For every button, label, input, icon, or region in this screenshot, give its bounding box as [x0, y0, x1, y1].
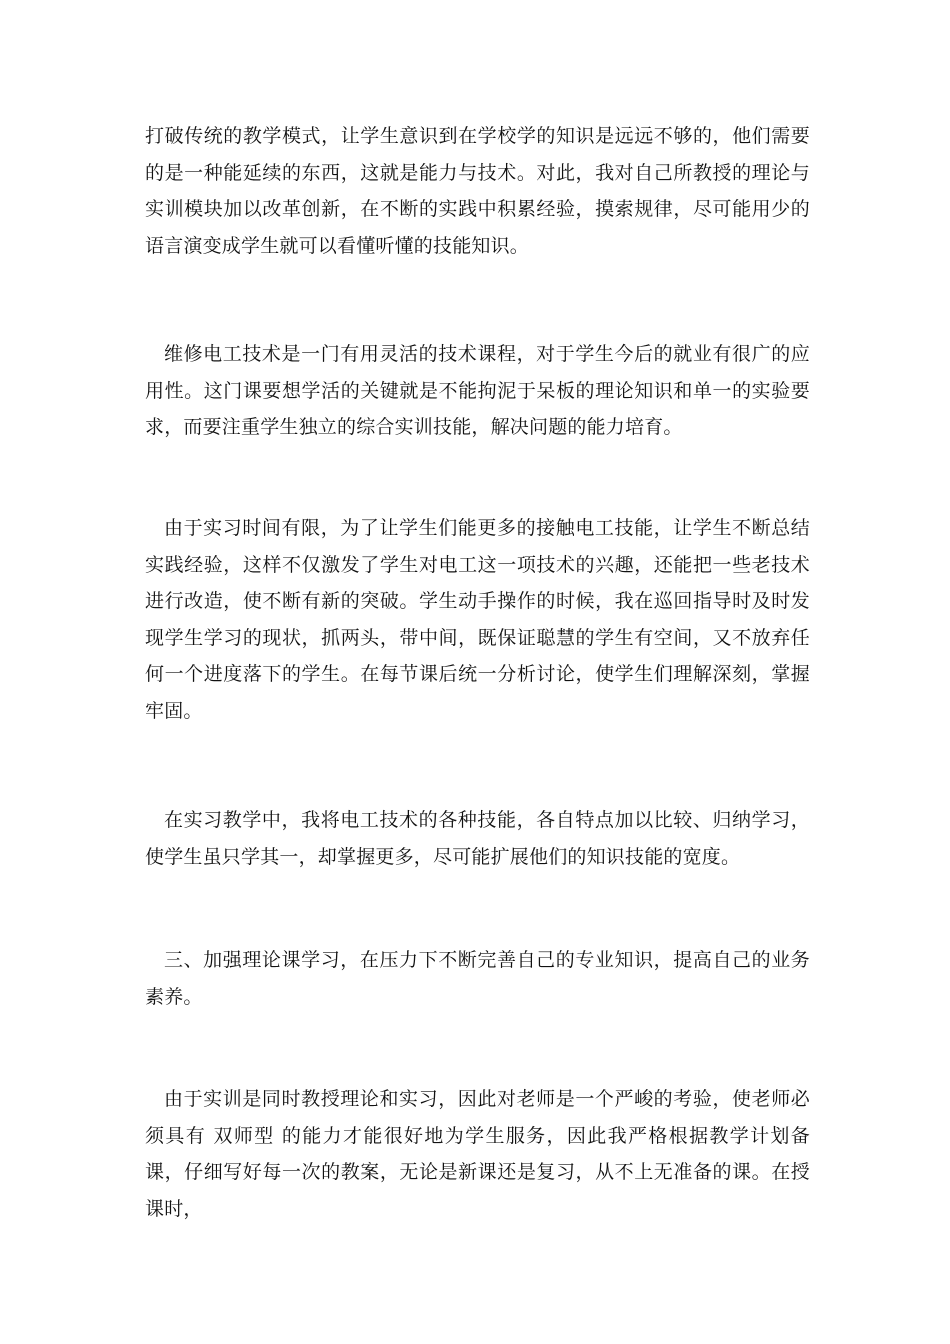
- paragraph-2: 维修电工技术是一门有用灵活的技术课程，对于学生今后的就业有很广的应用性。这门课要想学活的关键就是不能拘泥于呆板的理论知识和单一的实验要求，而要注重学生独立的综合实训技能，解决问题的能力培育。: [145, 343, 810, 438]
- paragraph-3: 由于实习时间有限，为了让学生们能更多的接触电工技能，让学生不断总结实践经验，这样不仅激发了学生对电工这一项技术的兴趣，还能把一些老技术进行改造，使不断有新的突破。学生动手操作的时候，我在巡回指导时及时发现学生学习的现状，抓两头，带中间，既保证聪慧的学生有空间，又不放弃任何一个进度落下的学生。在每节课后统一分析讨论，使学生们理解深刻，掌握牢固。: [145, 517, 810, 722]
- section-heading-paragraph: 三、加强理论课学习，在压力下不断完善自己的专业知识，提高自己的业务素养。: [145, 949, 810, 1008]
- paragraph-4: 在实习教学中，我将电工技术的各种技能，各自特点加以比较、归纳学习，使学生虽只学其一，却掌握更多，尽可能扩展他们的知识技能的宽度。: [145, 809, 810, 868]
- paragraph-6: 由于实训是同时教授理论和实习，因此对老师是一个严峻的考验，使老师必须具有 双师型 的能力才能很好地为学生服务，因此我严格根据教学计划备课，仔细写好每一次的教案，无论是新课还是复习，从不上无准备的课。在授课时，: [145, 1088, 810, 1220]
- paragraph-1: 打破传统的教学模式，让学生意识到在学校学的知识是远远不够的，他们需要的是一种能延续的东西，这就是能力与技术。对此，我对自己所教授的理论与实训模块加以改革创新，在不断的实践中积累经验，摸索规律，尽可能用少的语言演变成学生就可以看懂听懂的技能知识。: [145, 125, 810, 257]
